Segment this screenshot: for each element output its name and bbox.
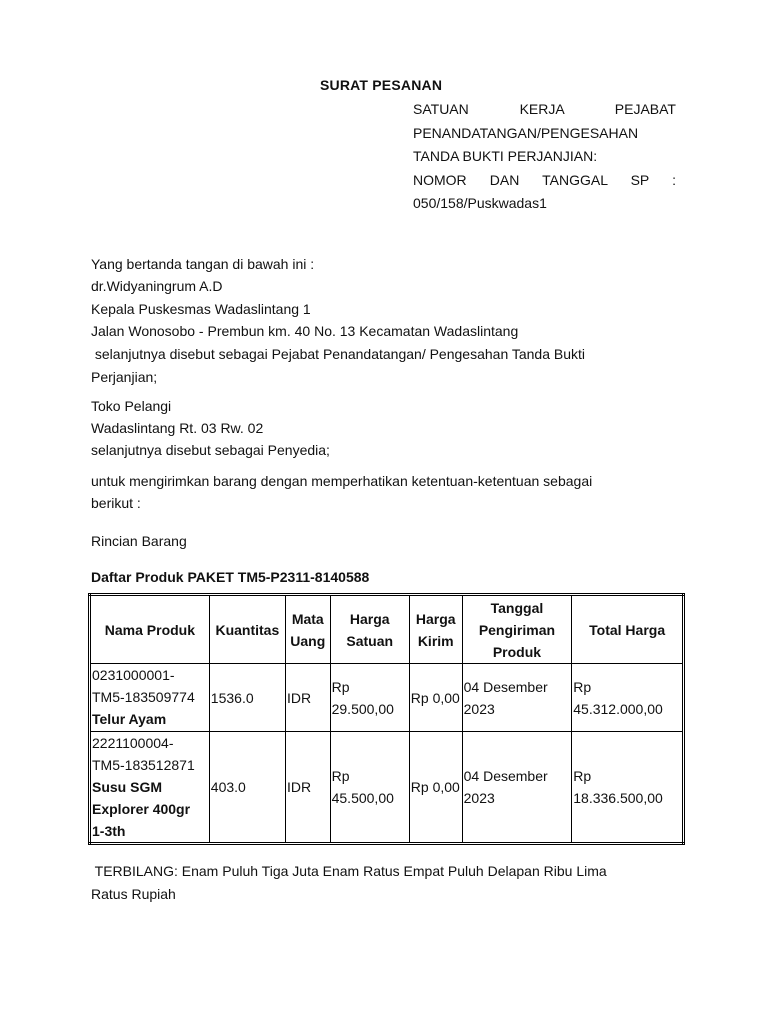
header-line-1: SATUAN KERJA PEJABAT (413, 101, 676, 117)
table-row (90, 732, 684, 844)
header-line-4: NOMOR DAN TANGGAL SP : (413, 172, 676, 188)
header-harga-kirim: Harga Kirim (409, 595, 462, 664)
provider-role: selanjutnya disebut sebagai Penyedia; (91, 442, 330, 458)
cell-harga-satuan: Rp 29.500,00 (330, 664, 409, 732)
cell-harga-kirim: Rp 0,00 (409, 732, 462, 844)
signatory-role-line-2: Perjanjian; (91, 369, 158, 385)
table-row (90, 664, 684, 732)
terbilang-line-1: TERBILANG: Enam Puluh Tiga Juta Enam Ratus Empat Puluh Delapan Ribu Lima (91, 863, 607, 879)
instruction-line-1: untuk mengirimkan barang dengan memperhatikan ketentuan-ketentuan sebagai (91, 473, 593, 489)
provider-name: Toko Pelangi (91, 398, 172, 414)
product-table (88, 593, 685, 845)
cell-mata-uang: IDR (285, 664, 330, 732)
cell-tanggal-pengiriman: 04 Desember 2023 (462, 664, 572, 732)
header-nama-produk: Nama Produk (90, 595, 210, 664)
instruction-line-2: berikut : (91, 495, 141, 511)
cell-kuantitas: 1536.0 (209, 664, 285, 732)
header-line-3: TANDA BUKTI PERJANJIAN: (413, 148, 598, 164)
signatory-address: Jalan Wonosobo - Prembun km. 40 No. 13 Kecamatan Wadaslintang (91, 323, 519, 339)
header-line-2: PENANDATANGAN/PENGESAHAN (413, 125, 639, 141)
cell-nama-produk: 2221100004- TM5-183512871 Susu SGM Explorer 400gr 1-3th (90, 732, 210, 844)
document-title: SURAT PESANAN (320, 77, 443, 93)
cell-total-harga: Rp 45.312.000,00 (572, 664, 684, 732)
header-line-5: 050/158/Puskwadas1 (413, 195, 547, 211)
cell-harga-kirim: Rp 0,00 (409, 664, 462, 732)
details-label: Rincian Barang (91, 533, 187, 549)
provider-address: Wadaslintang Rt. 03 Rw. 02 (91, 420, 264, 436)
header-tanggal-pengiriman: Tanggal Pengiriman Produk (462, 595, 572, 664)
cell-tanggal-pengiriman: 04 Desember 2023 (462, 732, 572, 844)
cell-nama-produk: 0231000001- TM5-183509774 Telur Ayam (90, 664, 210, 732)
header-total-harga: Total Harga (572, 595, 684, 664)
cell-mata-uang: IDR (285, 732, 330, 844)
header-mata-uang: Mata Uang (285, 595, 330, 664)
signatory-name: dr.Widyaningrum A.D (91, 278, 223, 294)
cell-harga-satuan: Rp 45.500,00 (330, 732, 409, 844)
header-harga-satuan: Harga Satuan (330, 595, 409, 664)
terbilang-line-2: Ratus Rupiah (91, 886, 176, 902)
header-kuantitas: Kuantitas (209, 595, 285, 664)
signatory-position: Kepala Puskesmas Wadaslintang 1 (91, 301, 311, 317)
table-header-row (90, 595, 684, 664)
cell-total-harga: Rp 18.336.500,00 (572, 732, 684, 844)
cell-kuantitas: 403.0 (209, 732, 285, 844)
product-list-title: Daftar Produk PAKET TM5-P2311-8140588 (91, 569, 370, 585)
signatory-intro: Yang bertanda tangan di bawah ini : (91, 256, 315, 272)
signatory-role-line-1: selanjutnya disebut sebagai Pejabat Penandatangan/ Pengesahan Tanda Bukti (91, 346, 586, 362)
